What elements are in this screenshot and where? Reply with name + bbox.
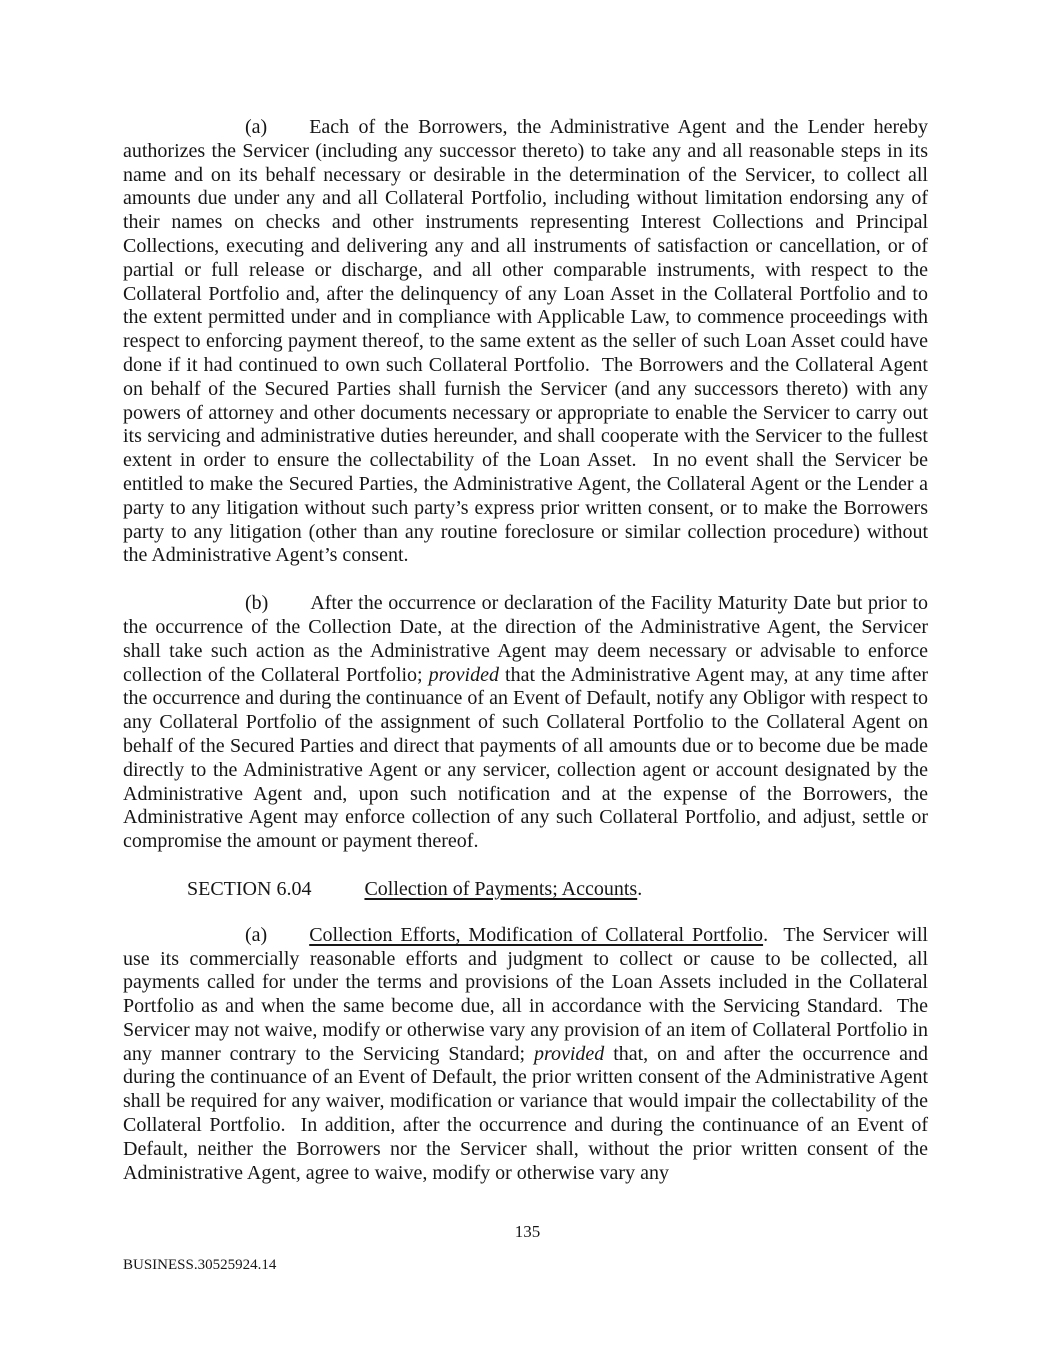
page-number: 135: [514, 1222, 541, 1241]
body-text-run: that, on and after the occurrence and during the continuance of an Event of Default, the prior written consent of the Administrative Agent shall be required for any waiver, modification or variance that would impair the collectability of the Collateral Portfolio. In addition, after the occurrence and during the continuance of an Event of Default, neither the Borrowers nor the Servicer shall, without the prior written consent of the Administrative Agent, agree to waive, modify or otherwise vary any: [123, 1042, 928, 1184]
section-heading-6-04: [123, 878, 928, 902]
body-text-run: Each of the Borrowers, the Administrative Agent and the Lender hereby authorizes the Servicer (including any successor thereto) to take any and all reasonable steps in its name and on its behalf necessary or desirable in the determination of the Servicer, to collect all amounts due under any and all Collateral Portfolio, including without limitation endorsing any of their names on checks and other instruments representing Interest Collections and Principal Collections, executing and delivering any and all instruments of satisfaction or cancellation, or of partial or full release or discharge, and all other comparable instruments, with respect to the Collateral Portfolio and, after the delinquency of any Loan Asset in the Collateral Portfolio and to the extent permitted under and in compliance with Applicable Law, to commence proceedings with respect to enforcing payment thereof, to the same extent as the seller of such Loan Asset could have done if it had continued to own such Collateral Portfolio. The Borrowers and the Collateral Agent on behalf of the Secured Parties shall furnish the Servicer (and any successors thereto) with any powers of attorney and other documents necessary or appropriate to enable the Servicer to carry out its servicing and administrative duties hereunder, and shall cooperate with the Servicer to the fullest extent in order to ensure the collectability of the Loan Asset. In no event shall the Servicer be entitled to make the Secured Parties, the Administrative Agent, the Collateral Agent or the Lender a party to any litigation without such party’s express prior written consent, or to make the Borrowers party to any litigation (other than any routine foreclosure or similar collection procedure) without the Administrative Agent’s consent.: [123, 116, 928, 567]
paragraph-label: (b): [245, 592, 269, 615]
body-text-run: that the Administrative Agent may, at any time after the occurrence and during the continuance of an Event of Default, notify any Obligor with respect to any Collateral Portfolio of the assignment of such Collateral Portfolio to the Collateral Agent on behalf of the Secured Parties and direct that payments of all amounts due or to become due be made directly to the Administrative Agent or any servicer, collection agent or account designated by the Administrative Agent and, upon such notification and at the expense of the Borrowers, the Administrative Agent may enforce collection of any such Collateral Portfolio, and adjust, settle or compromise the amount or payment thereof.: [123, 663, 928, 853]
paragraph-label: (a): [245, 923, 268, 946]
body-text-run: . The Servicer will use its commercially reasonable efforts and judgment to collect or cause to be collected, all payments called for under the terms and provisions of the Loan Assets included in the Collateral Portfolio as and when the same become due, all in accordance with the Servicing Standard. The Servicer may not waive, modify or otherwise vary any provision of an item of Collateral Portfolio in any manner contrary to the Servicing Standard;: [123, 923, 928, 1065]
document-id-footer: BUSINESS.30525924.14: [123, 1257, 277, 1273]
italic-text: provided: [428, 663, 499, 686]
paragraph-6-04-a: [123, 924, 928, 1186]
paragraph-6-03-a: [123, 116, 928, 568]
paragraph-label: SECTION 6.04: [187, 877, 312, 900]
underlined-text: Collection of Payments; Accounts: [364, 877, 638, 900]
paragraph-label: (a): [245, 116, 268, 138]
paragraph-6-03-b: [123, 592, 928, 854]
document-body: [123, 116, 928, 1209]
body-text-run: After the occurrence or declaration of the Facility Maturity Date but prior to the occurrence of the Collection Date, at the direction of the Administrative Agent, the Servicer shall take such action as the Administrative Agent may deem necessary or advisable to enforce collection of the Collateral Portfolio;: [123, 592, 928, 686]
body-text-run: .: [637, 877, 643, 900]
italic-text: provided: [533, 1042, 605, 1065]
underlined-text: Collection Efforts, Modification of Collateral Portfolio: [309, 923, 764, 946]
